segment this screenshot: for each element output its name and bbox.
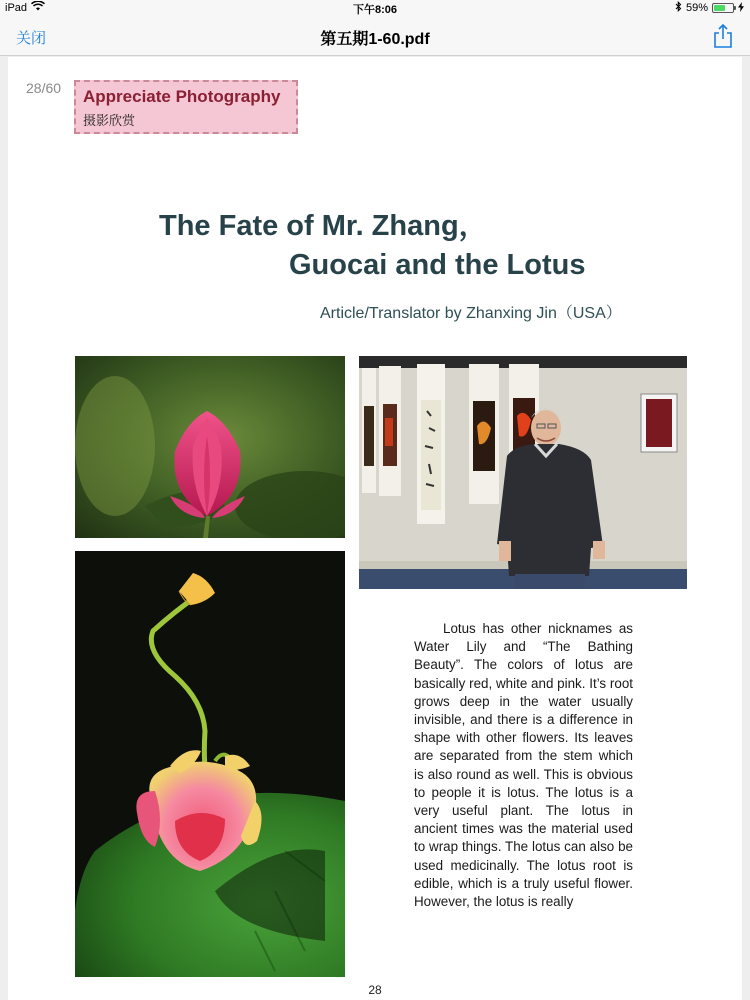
- section-tag-english: Appreciate Photography: [83, 87, 281, 106]
- status-bar: [0, 0, 750, 16]
- close-button[interactable]: 关闭: [16, 30, 47, 47]
- status-right: [675, 1, 744, 15]
- status-time: 下午8:06: [352, 4, 398, 16]
- article-title-line1: The Fate of Mr. Zhang，: [159, 210, 488, 242]
- section-tag: [74, 80, 298, 134]
- lotus-stem-photo: [75, 551, 345, 977]
- section-tag-chinese: 摄影欣赏: [83, 113, 136, 128]
- document-title: 第五期1-60.pdf: [320, 31, 430, 48]
- page-number: 28: [368, 983, 382, 997]
- battery-percent: 59%: [685, 2, 708, 14]
- article-title-line2: Guocai and the Lotus: [289, 249, 586, 281]
- gallery-photo: [359, 356, 687, 589]
- page-indicator: 28/60: [26, 80, 62, 96]
- share-icon[interactable]: [712, 24, 734, 48]
- pink-lotus-photo: [75, 356, 345, 538]
- article-byline: Article/Translator by Zhanxing Jin（USA）: [320, 305, 622, 322]
- bluetooth-icon: [675, 1, 682, 15]
- battery-icon: [712, 3, 734, 13]
- navigation-bar: [0, 16, 750, 56]
- device-label: iPad: [5, 1, 28, 14]
- charging-icon: [738, 2, 744, 15]
- article-body-text: Lotus has other nicknames as Water Lily and “The Bathing Beauty”. The colors of lotus are basically red, white and pink. It’s root grows deep in the water usually invisible, and there is a difference in shape with other flowers. Its leaves are separated from the stem which is also round as well. This is obvious to people it is lotus. The lotus is a very useful plant. The lotus in ancient times was the material used to wrap things. The lotus can also be used medicinally. The lotus root is edible, which is a truly useful flower. However, the lotus is really: [414, 621, 633, 910]
